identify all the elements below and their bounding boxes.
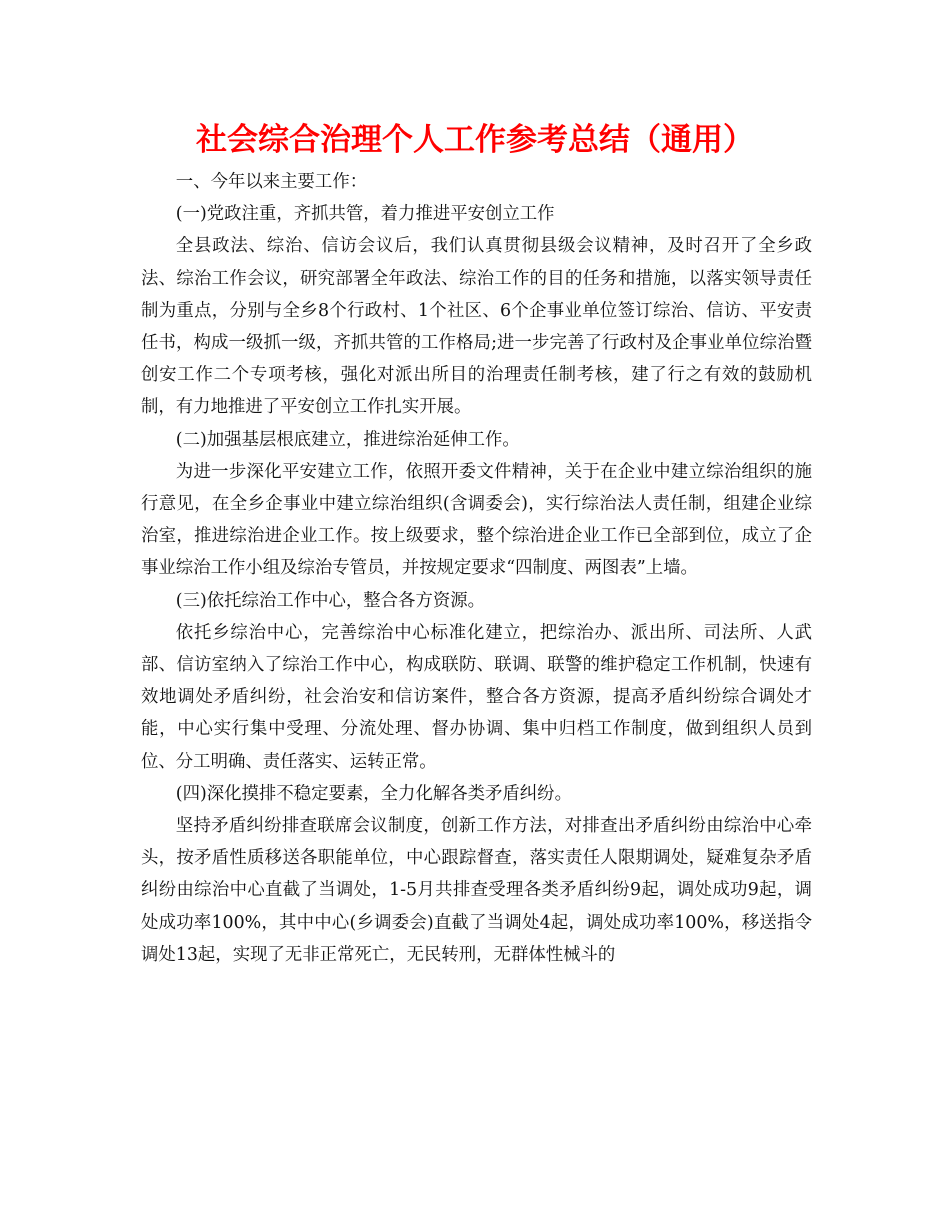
subsection-heading-3: (三)依托综治工作中心，整合各方资源。 xyxy=(175,590,486,611)
document-body xyxy=(141,166,812,971)
paragraph-3: 依托乡综治中心，完善综治中心标准化建立，把综治办、派出所、司法所、人武部、信访室纳入了综治工作中心，构成联防、联调、联警的维护稳定工作机制，快速有效地调处矛盾纠纷，社会治安和信访案件，整合各方资源，提高矛盾纠纷综合调处才能，中心实行集中受理、分流处理、督办协调、集中归档工作制度，做到组织人员到位、分工明确、责任落实、运转正常。 xyxy=(141,622,812,772)
subsection-heading-2: (二)加强基层根底建立，推进综治延伸工作。 xyxy=(175,429,520,450)
paragraph-2: 为进一步深化平安建立工作，依照开委文件精神，关于在企业中建立综治组织的施行意见，在全乡企事业中建立综治组织(含调委会)，实行综治法人责任制，组建企业综治室，推进综治进企业工作。按上级要求，整个综治进企业工作已全部到位，成立了企事业综治工作小组及综治专管员，并按规定要求“四制度、两图表”上墙。 xyxy=(141,461,812,579)
document-title: 社会综合治理个人工作参考总结（通用） xyxy=(196,122,754,158)
paragraph-1: 全县政法、综治、信访会议后，我们认真贯彻县级会议精神，及时召开了全乡政法、综治工作会议，研究部署全年政法、综治工作的目的任务和措施，以落实领导责任制为重点，分别与全乡8个行政村、1个社区、6个企事业单位签订综治、信访、平安责任书，构成一级抓一级，齐抓共管的工作格局;进一步完善了行政村及企事业单位综治暨创安工作二个专项考核，强化对派出所目的治理责任制考核，建了行之有效的鼓励机制，有力地推进了平安创立工作扎实开展。 xyxy=(141,236,812,418)
paragraph-4: 坚持矛盾纠纷排查联席会议制度，创新工作方法，对排查出矛盾纠纷由综治中心牵头，按矛盾性质移送各职能单位，中心跟踪督查，落实责任人限期调处，疑难复杂矛盾纠纷由综治中心直截了当调处，1-5月共排查受理各类矛盾纠纷9起，调处成功9起，调处成功率100%，其中中心(乡调委会)直截了当调处4起，调处成功率100%，移送指令调处13起，实现了无非正常死亡，无民转刑，无群体性械斗的 xyxy=(141,816,812,965)
section-heading: 一、今年以来主要工作： xyxy=(175,172,368,192)
subsection-heading-4: (四)深化摸排不稳定要素，全力化解各类矛盾纠纷。 xyxy=(175,783,572,804)
subsection-heading-1: (一)党政注重，齐抓共管，着力推进平安创立工作 xyxy=(175,204,555,225)
